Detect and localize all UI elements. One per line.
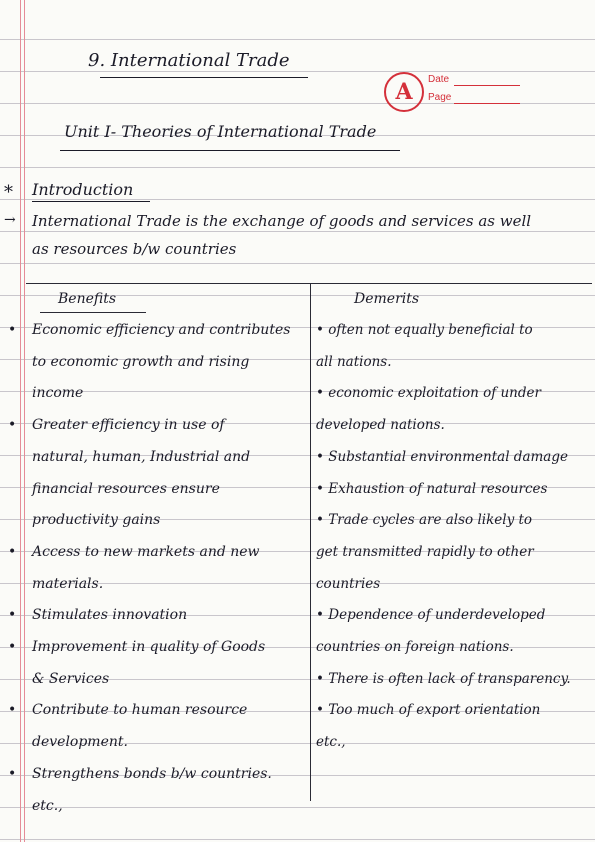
demerit-line: developed nations. — [316, 417, 445, 434]
benefit-line: etc., — [32, 797, 63, 814]
benefit-bullet: • — [8, 607, 17, 624]
introduction-heading: Introduction — [32, 180, 134, 199]
introduction-underline — [32, 201, 150, 202]
demerit-line: • Too much of export orientation — [316, 702, 541, 719]
benefits-header: Benefits — [58, 291, 117, 307]
demerits-header: Demerits — [354, 291, 420, 307]
demerit-line: etc., — [316, 734, 346, 751]
definition-line-2: as resources b/w countries — [32, 240, 237, 258]
benefit-line: income — [32, 385, 84, 402]
benefit-line: & Services — [32, 670, 110, 687]
benefits-header-underline — [40, 312, 146, 313]
benefit-line: Access to new markets and new — [32, 543, 260, 560]
definition-line-1: International Trade is the exchange of goods and services as well — [32, 212, 532, 230]
notebook-logo: A — [384, 72, 424, 112]
benefit-line: Contribute to human resource — [32, 702, 248, 719]
date-page-stamp — [384, 66, 534, 116]
benefit-line: Economic efficiency and contributes — [32, 322, 291, 338]
benefit-line: Strengthens bonds b/w countries. — [32, 765, 272, 782]
date-line — [454, 85, 520, 86]
benefit-bullet: • — [8, 765, 17, 782]
title-underline — [100, 77, 308, 78]
benefit-line: Stimulates innovation — [32, 607, 188, 624]
page-title: 9. International Trade — [88, 50, 290, 71]
benefit-line: materials. — [32, 575, 104, 592]
demerit-line: • There is often lack of transparency. — [316, 670, 571, 687]
demerit-line: get transmitted rapidly to other — [316, 543, 534, 560]
demerit-line: • economic exploitation of under — [316, 385, 541, 402]
star-marker: * — [4, 182, 13, 203]
benefit-bullet: • — [8, 417, 17, 434]
demerit-line: • Trade cycles are also likely to — [316, 512, 533, 529]
demerit-line: • often not equally beneficial to — [316, 322, 533, 338]
unit-underline — [60, 150, 400, 151]
demerit-line: • Dependence of underdeveloped — [316, 607, 546, 624]
unit-heading: Unit I- Theories of International Trade — [64, 122, 377, 141]
demerit-line: all nations. — [316, 353, 392, 370]
demerit-line: countries — [316, 575, 381, 592]
benefit-line: productivity gains — [32, 512, 161, 529]
benefit-line: Improvement in quality of Goods — [32, 639, 266, 655]
arrow-marker: → — [4, 212, 16, 228]
date-label: Date — [428, 74, 450, 85]
benefit-line: development. — [32, 734, 128, 751]
page-line — [454, 103, 520, 104]
benefit-bullet: • — [8, 543, 17, 560]
benefit-line: to economic growth and rising — [32, 353, 250, 370]
demerit-line: countries on foreign nations. — [316, 639, 514, 655]
benefit-bullet: • — [8, 702, 17, 719]
margin-line-right — [24, 0, 25, 842]
benefit-line: financial resources ensure — [32, 480, 220, 497]
table-column-divider — [310, 283, 311, 801]
benefit-bullet: • — [8, 639, 17, 655]
table-top-border — [26, 283, 592, 284]
benefit-bullet: • — [8, 322, 17, 338]
benefit-line: Greater efficiency in use of — [32, 417, 225, 434]
benefit-line: natural, human, Industrial and — [32, 448, 251, 465]
margin-line-left — [20, 0, 21, 842]
page-label: Page — [428, 92, 452, 103]
demerit-line: • Exhaustion of natural resources — [316, 480, 548, 497]
demerit-line: • Substantial environmental damage — [316, 448, 568, 465]
